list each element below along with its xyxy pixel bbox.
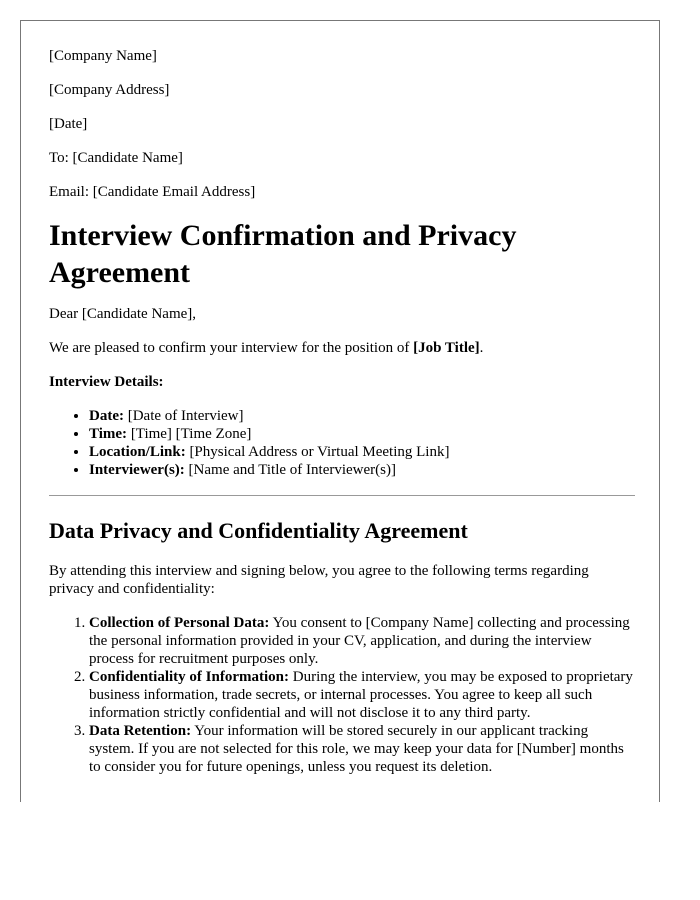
job-title: [Job Title]	[413, 340, 480, 356]
interview-details-list	[49, 407, 635, 479]
letter-page	[20, 20, 660, 802]
recipient-name: To: [Candidate Name]	[49, 150, 183, 166]
letter-date: [Date]	[49, 116, 88, 132]
term-text: Your information will be stored securely in our applicant tracking system. If you are not selected for this role, we may keep your data for [Number] months to consider you for future openings, unless you request its deletion.	[89, 723, 624, 775]
term-confidentiality	[89, 668, 635, 722]
privacy-heading: Data Privacy and Confidentiality Agreement	[49, 518, 468, 543]
section-divider	[49, 495, 635, 496]
letter-title: Interview Confirmation and Privacy Agreement	[49, 219, 517, 289]
detail-label: Time:	[89, 426, 128, 442]
term-label: Data Retention:	[89, 723, 192, 739]
recipient-email: Email: [Candidate Email Address]	[49, 184, 256, 200]
detail-value: [Name and Title of Interviewer(s)]	[184, 462, 396, 478]
detail-date	[89, 407, 635, 425]
term-text: During the interview, you may be exposed to proprietary business information, trade secrets, or internal processes. You agree to keep all such information strictly confidential and will not disclose it to any third party.	[89, 669, 633, 721]
term-text: You consent to [Company Name] collecting and processing the personal information provided in your CV, application, and during the interview process for recruitment purposes only.	[89, 615, 630, 667]
detail-label: Location/Link:	[89, 444, 186, 460]
intro-paragraph	[49, 339, 635, 357]
term-retention	[89, 722, 635, 776]
intro-end: .	[479, 340, 484, 356]
privacy-intro: By attending this interview and signing below, you agree to the following terms regarding privacy and confidentiality:	[49, 563, 589, 597]
detail-interviewers	[89, 461, 635, 479]
detail-label: Date:	[89, 408, 124, 424]
detail-label: Interviewer(s):	[89, 462, 185, 478]
company-name: [Company Name]	[49, 48, 157, 64]
letter-body	[49, 47, 635, 776]
privacy-terms-list	[49, 614, 635, 776]
intro-text: We are pleased to confirm your interview for the position of	[49, 340, 414, 356]
detail-time	[89, 425, 635, 443]
detail-value: [Physical Address or Virtual Meeting Link]	[185, 444, 450, 460]
detail-value: [Time] [Time Zone]	[127, 426, 252, 442]
term-collection	[89, 614, 635, 668]
interview-details-heading: Interview Details:	[49, 374, 164, 390]
term-label: Collection of Personal Data:	[89, 615, 270, 631]
company-address: [Company Address]	[49, 82, 170, 98]
greeting: Dear [Candidate Name],	[49, 306, 197, 322]
detail-location	[89, 443, 635, 461]
detail-value: [Date of Interview]	[123, 408, 244, 424]
term-label: Confidentiality of Information:	[89, 669, 289, 685]
